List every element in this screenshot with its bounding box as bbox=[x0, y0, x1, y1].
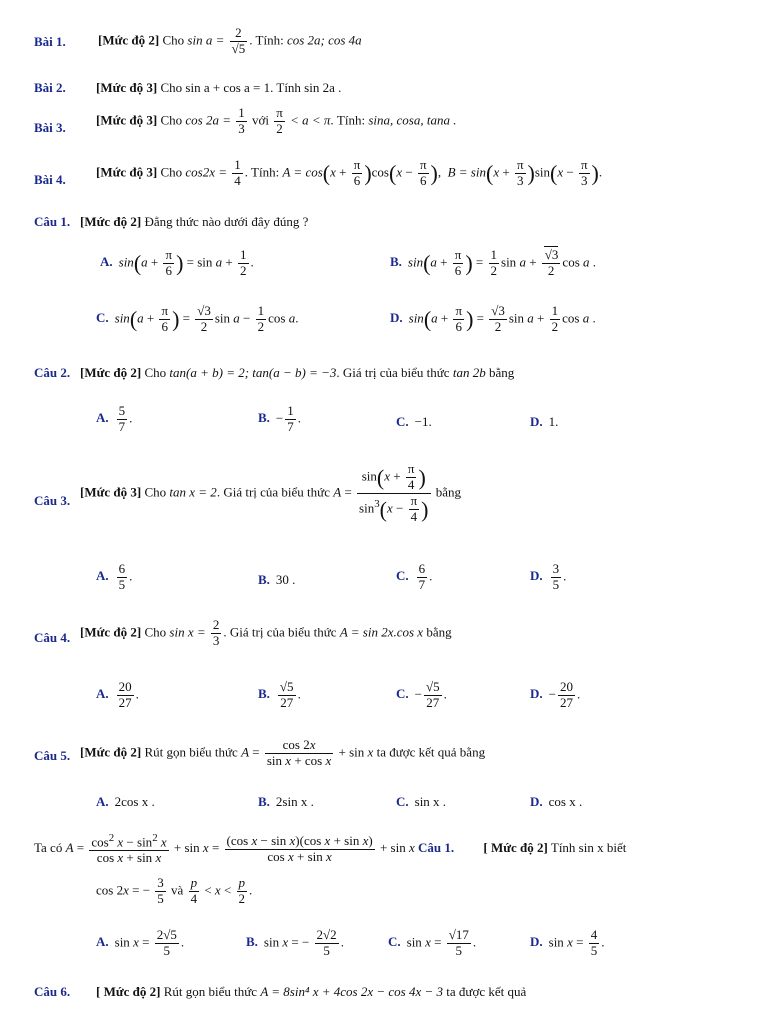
cau1b-option-d: D. sin x = $\frac{4}{5}$ . bbox=[530, 927, 605, 958]
bai2-text: [Mức độ 3] Cho sin a + cos a = 1. Tính sin 2a . bbox=[96, 80, 342, 95]
cau6-label: Câu 6. bbox=[34, 984, 71, 999]
cau4-text: [Mức độ 2] Cho sin x = $\frac{2}{3}$ . Giá trị của biểu thức A = sin 2x.cos x bằng bbox=[80, 617, 452, 648]
cau1-option-d: D. sin(a + $\frac{\pi}{6}$ ) = $\frac{√3}{2}$ sin a + $\frac{1}{2}$ cos a . bbox=[390, 303, 596, 334]
cau1-text: [Mức độ 2] Đẳng thức nào dưới đây đúng ? bbox=[80, 214, 309, 229]
cau1-label: Câu 1. bbox=[34, 214, 71, 229]
cau5-option-c: C. sin x . bbox=[396, 794, 447, 809]
cau1b-option-c: C. sin x = $\frac{√17}{5}$ . bbox=[388, 927, 477, 958]
bai1-level: [Mức độ 2] bbox=[98, 32, 160, 48]
cau2-option-b: B. − $\frac{1}{7}$ . bbox=[258, 403, 302, 434]
cau5-option-b: B. 2sin x . bbox=[258, 794, 314, 809]
cau4-option-c: C. − $\frac{√5}{27}$ . bbox=[396, 679, 447, 710]
cau1b-option-a: A. sin x = $\frac{2√5}{5}$ . bbox=[96, 927, 185, 958]
cau2-option-d: D. 1. bbox=[530, 414, 559, 429]
cau5-option-d: D. cos x . bbox=[530, 794, 583, 809]
cau3-option-d: D. $\frac{3}{5}$ . bbox=[530, 561, 567, 592]
taco-condition: cos 2x = − $\frac{3}{5}$ và $\frac{p}{4}$ < x < $\frac{p}{2}$ . bbox=[96, 875, 253, 906]
cau6-text: [ Mức độ 2] Rút gọn biểu thức A = 8sin⁴ x + 4cos 2x − cos 4x − 3 ta được kết quả bbox=[96, 984, 527, 999]
cau3-option-c: C. $\frac{6}{7}$ . bbox=[396, 561, 433, 592]
cau5-text: [Mức độ 2] Rút gọn biểu thức A = $\frac{\cos 2x}{\text{sin x + cos x}}$ + sin x ta được kết quả bằng bbox=[80, 737, 486, 768]
cau3-option-b: B. 30 . bbox=[258, 572, 296, 587]
cau4-label: Câu 4. bbox=[34, 630, 71, 645]
bai1-text: [Mức độ 2] Cho sin a = $\frac{2}{√5}$ . Tính: cos 2a; cos 4a bbox=[98, 25, 362, 56]
bai2-label: Bài 2. bbox=[34, 80, 66, 95]
cau2-option-a: A. $\frac{5}{7}$ . bbox=[96, 403, 133, 434]
cau5-option-a: A. 2cos x . bbox=[96, 794, 155, 809]
cau3-text: [Mức độ 3] Cho tan x = 2. Giá trị của biểu thức A = sin(x + $\frac{\pi}{4}$ ) $\sin^3(x$ − $\frac{\pi}{4}$ ) bằng bbox=[80, 461, 462, 524]
bai3-text: [Mức độ 3] Cho cos 2a = $\frac{1}{3}$ với $\frac{\pi}{2}$ < a < π. Tính: sina, cosa, tana . bbox=[96, 105, 457, 136]
bai1-fraction: $\frac{2}{√5}$ bbox=[231, 25, 246, 56]
taco-line: Ta có A = $\frac{\cos^2 x - \sin^2 x}{\text{cos x + sin x}}$ + sin x = $\frac{\text{(cos x − sin x)(cos x + sin x)}}{\text{cos x + sin x}}$ + sin x Câu 1. [ Mức độ 2] Tính sin x biết bbox=[34, 832, 627, 866]
cau2-text: [Mức độ 2] Cho tan(a + b) = 2; tan(a − b) = −3. Giá trị của biểu thức tan 2b bằng bbox=[80, 365, 515, 380]
bai3-label: Bài 3. bbox=[34, 120, 66, 135]
cau3-option-a: A. $\frac{6}{5}$ . bbox=[96, 561, 133, 592]
cau1b-option-b: B. sin x = − $\frac{2√2}{5}$ . bbox=[246, 927, 344, 958]
cau2-option-c: C. −1. bbox=[396, 414, 432, 429]
cau4-option-b: B. $\frac{√5}{27}$ . bbox=[258, 679, 301, 710]
cau3-expression: sin(x + $\frac{\pi}{4}$ ) $\sin^3(x$ − $\frac{\pi}{4}$ ) bbox=[359, 461, 429, 524]
bai1-label: Bài 1. bbox=[34, 34, 66, 49]
cau2-label: Câu 2. bbox=[34, 365, 71, 380]
cau3-label: Câu 3. bbox=[34, 493, 71, 508]
cau4-option-a: A. $\frac{20}{27}$ . bbox=[96, 679, 139, 710]
bai4-text: [Mức độ 3] Cho cos2x = $\frac{1}{4}$ . Tính: A = cos(x + $\frac{\pi}{6}$ )cos(x − $\frac{\pi}{6}$ ), B = sin(x + $\frac{\pi}{3}$ )sin(x − $\frac{\pi}{3}$ ). bbox=[96, 157, 603, 188]
bai4-label: Bài 4. bbox=[34, 172, 66, 187]
cau1-option-a: A. sin(a + $\frac{\pi}{6}$ ) = sin a + $\frac{1}{2}$ . bbox=[100, 247, 254, 278]
cau1-option-c: C. sin(a + $\frac{\pi}{6}$ ) = $\frac{√3}{2}$ sin a − $\frac{1}{2}$ cos a. bbox=[96, 303, 299, 334]
cau5-label: Câu 5. bbox=[34, 748, 71, 763]
cau1-option-b: B. sin(a + $\frac{\pi}{6}$ ) = $\frac{1}{2}$ sin a + $\frac{√3}{2}$ cos a . bbox=[390, 247, 597, 278]
cau4-option-d: D. − $\frac{20}{27}$ . bbox=[530, 679, 581, 710]
